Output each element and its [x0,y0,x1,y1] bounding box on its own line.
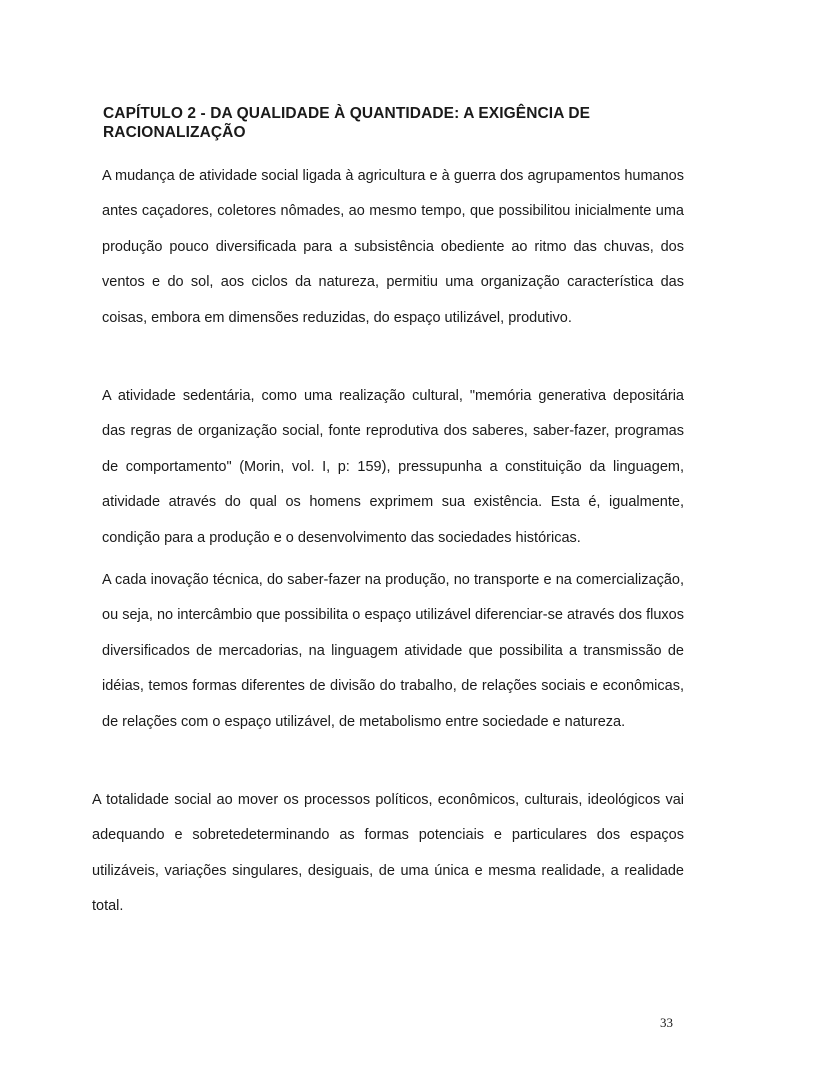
paragraph-2: A atividade sedentária, como uma realização cultural, "memória generativa depositária das regras de organização social, fonte reprodutiva dos saberes, saber-fazer, programas de comportamento" (Morin, vol. I, p: 159), pressupunha a constituição da linguagem, atividade através do qual os homens exprimem sua existência. Esta é, igualmente, condição para a produção e o desenvolvimento das sociedades históricas. [102,388,684,546]
paragraph-1: A mudança de atividade social ligada à agricultura e à guerra dos agrupamentos humanos antes caçadores, coletores nômades, ao mesmo tempo, que possibilitou inicialmente uma produção pouco diversificada para a subsistência obediente ao ritmo das chuvas, dos ventos e do sol, aos ciclos da natureza, permitiu uma organização característica das coisas, embora em dimensões reduzidas, do espaço utilizável, produtivo. [102,168,684,326]
paragraph-3: A cada inovação técnica, do saber-fazer na produção, no transporte e na comercialização, ou seja, no intercâmbio que possibilita o espaço utilizável diferenciar-se através dos fluxos diversificados de mercadorias, na linguagem atividade que possibilita a transmissão de idéias, temos formas diferentes de divisão do trabalho, de relações sociais e econômicas, de relações com o espaço utilizável, de metabolismo entre sociedade e natureza. [102,572,684,730]
chapter-heading-line-1: CAPÍTULO 2 - DA QUALIDADE À QUANTIDADE: A EXIGÊNCIA DE [103,105,591,122]
chapter-heading-line-2: RACIONALIZAÇÃO [103,124,246,141]
chapter-heading [103,104,703,142]
page-number: 33 [660,1015,673,1030]
paragraph-4: A totalidade social ao mover os processos políticos, econômicos, culturais, ideológicos vai adequando e sobretedeterminando as formas potenciais e particulares dos espaços utilizáveis, variações singulares, desiguais, de uma única e mesma realidade, a realidade total. [92,792,684,915]
